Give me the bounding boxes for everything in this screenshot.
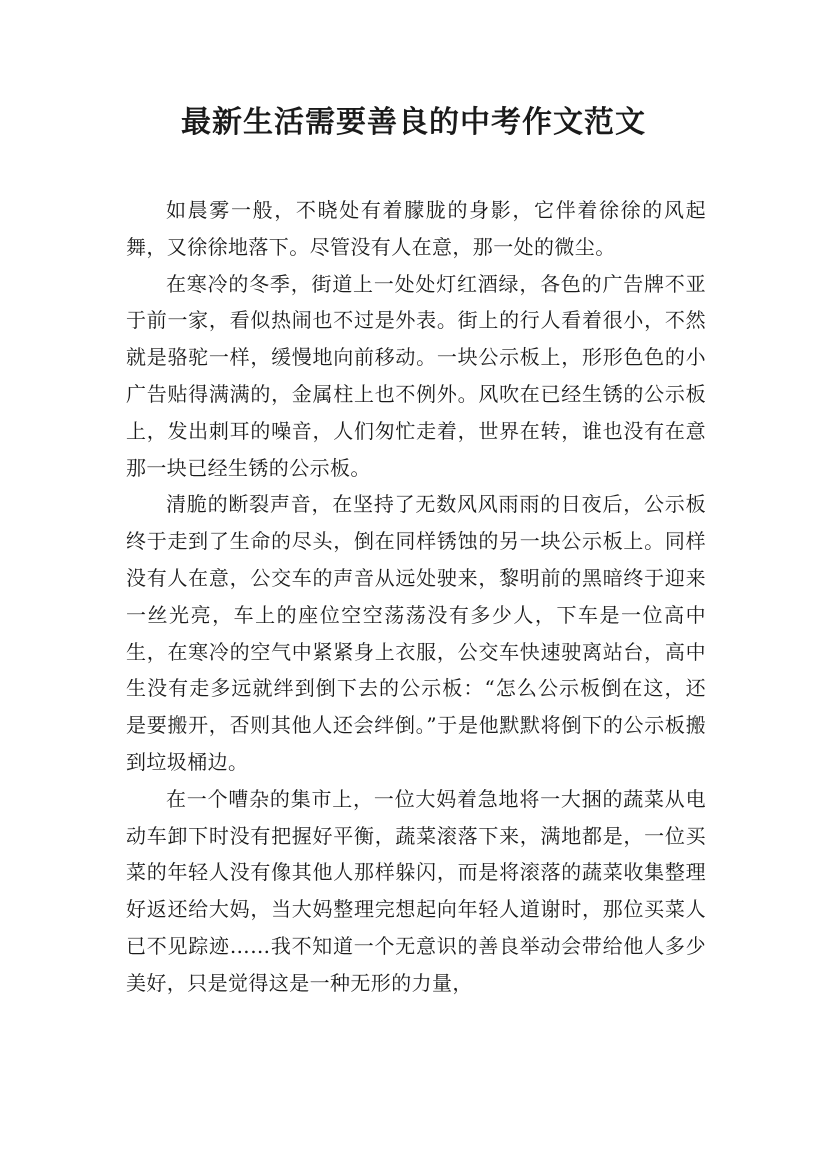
paragraph: 在一个嘈杂的集市上，一位大妈着急地将一大捆的蔬菜从电动车卸下时没有把握好平衡，蔬菜滚落下来，满地都是，一位买菜的年轻人没有像其他人那样躲闪，而是将滚落的蔬菜收集整理好返还给大妈，当大妈整理完想起向年轻人道谢时，那位买菜人已不见踪迹……我不知道一个无意识的善良举动会带给他人多少美好，只是觉得这是一种无形的力量， [126, 786, 706, 995]
document-title: 最新生活需要善良的中考作文范文 [181, 105, 646, 140]
paragraph: 在寒冷的冬季，街道上一处处灯红酒绿，各色的广告牌不亚于前一家，看似热闹也不过是外表。街上的行人看着很小，不然就是骆驼一样，缓慢地向前移动。一块公示板上，形形色色的小广告贴得满满的，金属柱上也不例外。风吹在已经生锈的公示板上，发出刺耳的噪音，人们匆忙走着，世界在转，谁也没有在意那一块已经生锈的公示板。 [126, 271, 706, 480]
document-body [126, 192, 706, 1002]
paragraph: 清脆的断裂声音，在坚持了无数风风雨雨的日夜后，公示板终于走到了生命的尽头，倒在同样锈蚀的另一块公示板上。同样没有人在意，公交车的声音从远处驶来，黎明前的黑暗终于迎来一丝光亮，车上的座位空空荡荡没有多少人，下车是一位高中生，在寒冷的空气中紧紧身上衣服，公交车快速驶离站台，高中生没有走多远就绊到倒下去的公示板：“怎么公示板倒在这，还是要搬开，否则其他人还会绊倒。”于是他默默将倒下的公示板搬到垃圾桶边。 [126, 492, 706, 774]
paragraph: 如晨雾一般，不晓处有着朦胧的身影，它伴着徐徐的风起舞，又徐徐地落下。尽管没有人在意，那一处的微尘。 [126, 198, 706, 259]
